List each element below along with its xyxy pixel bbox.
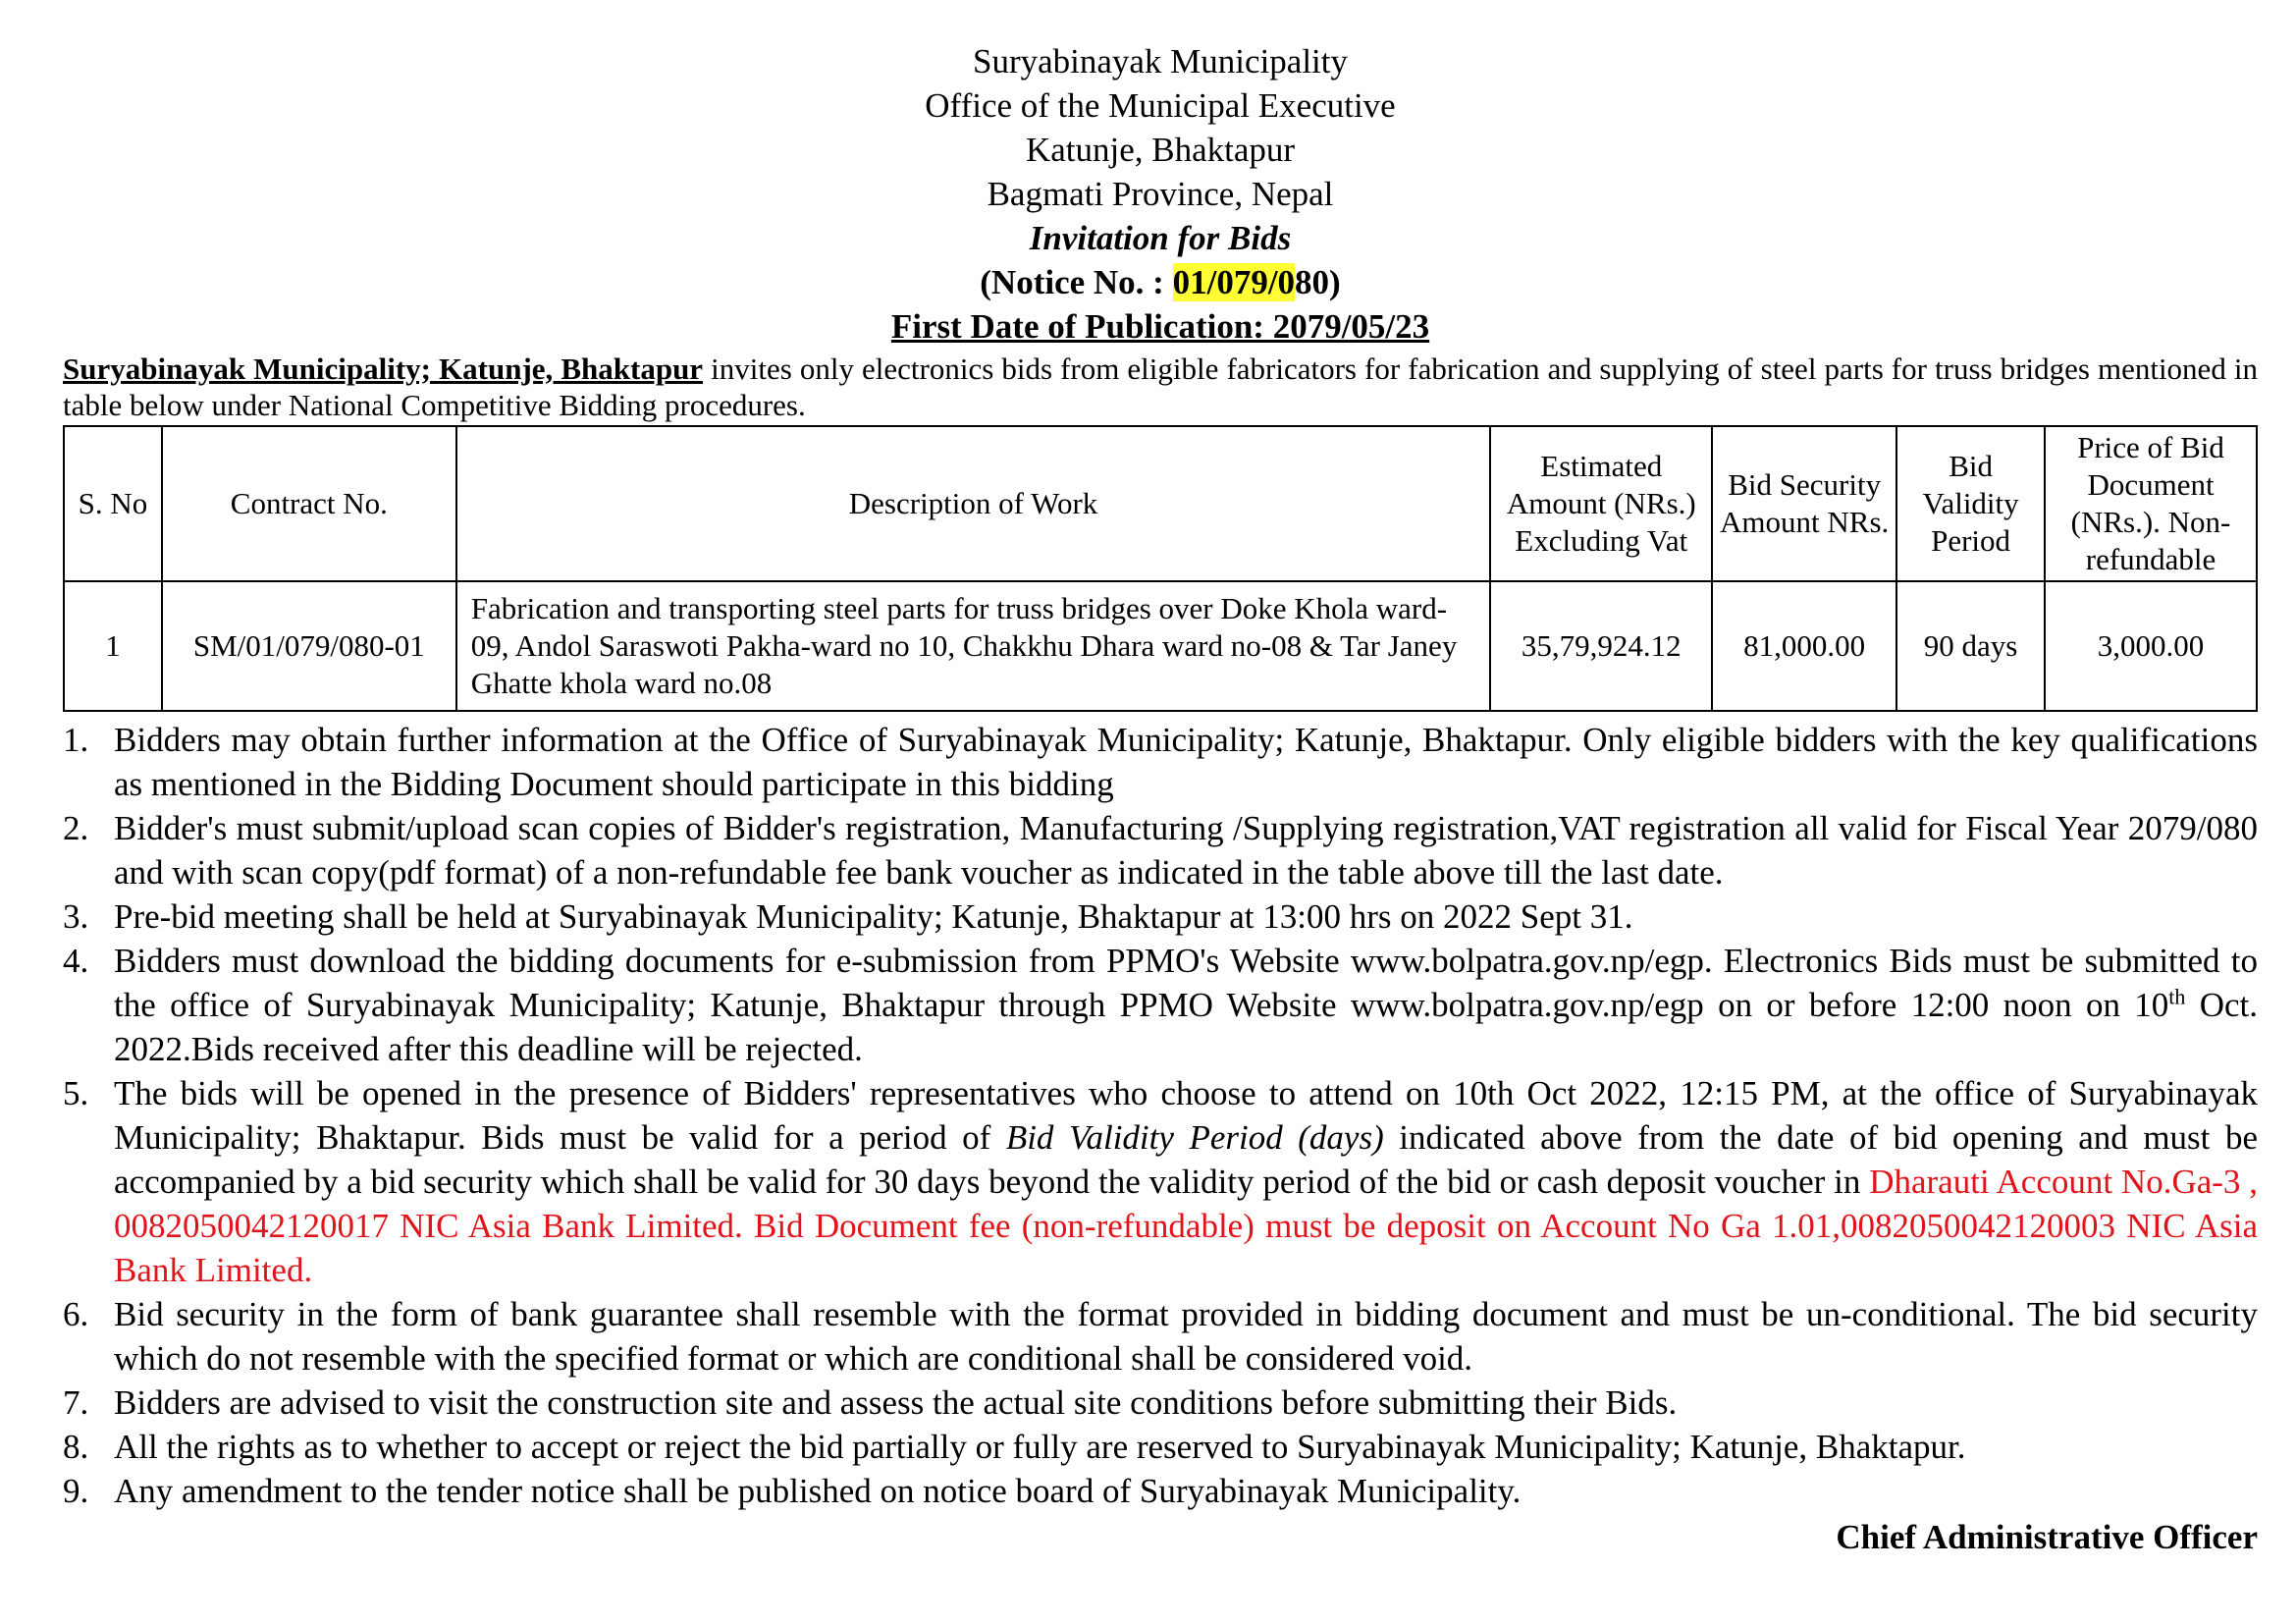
office-name: Office of the Municipal Executive	[925, 86, 1396, 125]
notice-number-highlight: 01/079/0	[1172, 263, 1296, 301]
publication-date: First Date of Publication: 2079/05/23	[890, 307, 1430, 346]
notice-number	[63, 260, 2258, 304]
notice-header	[63, 39, 2258, 349]
bank-account-details: Dharauti Account No.Ga-3 , 0082050042120017 NIC Asia Bank Limited. Bid Document fee (non-refundable) must be deposit on Account No Ga 1.01,0082050042120003 NIC Asia Bank Limited.	[114, 1163, 2258, 1289]
list-item-number: 5.	[63, 1074, 89, 1112]
header-estimated-amount: Estimated Amount (NRs.) Excluding Vat	[1490, 426, 1712, 581]
header-serial-number: S. No	[64, 426, 162, 581]
cell-bid-security: 81,000.00	[1712, 581, 1896, 711]
province-country: Bagmati Province, Nepal	[987, 175, 1334, 213]
municipality-name: Suryabinayak Municipality	[972, 42, 1348, 81]
list-item-number: 2.	[63, 809, 89, 847]
list-item-text: Bid security in the form of bank guarantee shall resemble with the format provided in bidding document and must be un-conditional. The bid security which do not resemble with the specified format or which are conditional shall be considered void.	[114, 1295, 2258, 1378]
list-item	[63, 1292, 2258, 1380]
list-item-number: 1.	[63, 721, 89, 759]
office-location: Katunje, Bhaktapur	[1025, 131, 1296, 169]
list-item-text: Bidders are advised to visit the construction site and assess the actual site conditions before submitting their Bids.	[114, 1383, 1678, 1422]
list-item-text-cont: indicated above from the date of bid opening and must be accompanied by a bid security which shall be valid for 30 days beyond the validity period of the bid or cash deposit voucher in	[114, 1118, 2258, 1201]
list-item-number: 4.	[63, 942, 89, 980]
list-item	[63, 939, 2258, 1071]
cell-serial-number: 1	[64, 581, 162, 711]
notice-title: Invitation for Bids	[1029, 219, 1292, 257]
list-item-text: Bidders may obtain further information at the Office of Suryabinayak Municipality; Katunje, Bhaktapur. Only eligible bidders with the key qualifications as mentioned in the Bidding Document should participate in this bidding	[114, 721, 2258, 803]
bid-validity-italic: Bid Validity Period (days)	[1005, 1118, 1384, 1157]
list-item	[63, 718, 2258, 806]
notice-number-suffix: 80)	[1295, 263, 1341, 301]
header-validity-period: Bid Validity Period	[1896, 426, 2045, 581]
conditions-list	[63, 718, 2258, 1513]
list-item-text: Bidders must download the bidding documents for e-submission from PPMO's Website www.bolpatra.gov.np/egp. Electronics Bids must be submitted to the office of Suryabinayak Municipality; Katunje, Bhaktapur through PPMO Website www.bolpatra.gov.np/egp on or before 12:00 noon on 10	[114, 942, 2258, 1024]
list-item	[63, 1380, 2258, 1425]
superscript-th: th	[2168, 984, 2186, 1009]
header-document-price: Price of Bid Document (NRs.). Non-refundable	[2045, 426, 2257, 581]
header-description: Description of Work	[456, 426, 1491, 581]
table-row	[64, 581, 2257, 711]
cell-validity-period: 90 days	[1896, 581, 2045, 711]
list-item	[63, 1469, 2258, 1513]
cell-estimated-amount: 35,79,924.12	[1490, 581, 1712, 711]
cell-contract-number: SM/01/079/080-01	[162, 581, 456, 711]
list-item-text: The bids will be opened in the presence of Bidders' representatives who choose to attend on 10th Oct 2022, 12:15 PM, at the office of Suryabinayak Municipality; Bhaktapur. Bids must be valid for a period of	[114, 1074, 2258, 1157]
list-item-number: 6.	[63, 1295, 89, 1333]
list-item-text: All the rights as to whether to accept or reject the bid partially or fully are reserved to Suryabinayak Municipality; Katunje, Bhaktapur.	[114, 1428, 1966, 1466]
list-item-text: Any amendment to the tender notice shall be published on notice board of Suryabinayak Municipality.	[114, 1472, 1522, 1510]
signature-block: Chief Administrative Officer	[1836, 1518, 2258, 1556]
list-item-text-cont: Oct. 2022.Bids received after this deadline will be rejected.	[114, 986, 2258, 1068]
list-item-number: 7.	[63, 1383, 89, 1422]
bid-table	[63, 425, 2258, 712]
table-header-row	[64, 426, 2257, 581]
notice-number-prefix: (Notice No. :	[980, 263, 1173, 301]
header-bid-security: Bid Security Amount NRs.	[1712, 426, 1896, 581]
list-item	[63, 806, 2258, 894]
intro-organization: Suryabinayak Municipality; Katunje, Bhaktapur	[63, 352, 704, 386]
list-item-number: 3.	[63, 897, 89, 936]
list-item-text: Bidder's must submit/upload scan copies of Bidder's registration, Manufacturing /Supplying registration,VAT registration all valid for Fiscal Year 2079/080 and with scan copy(pdf format) of a non-refundable fee bank voucher as indicated in the table above till the last date.	[114, 809, 2258, 892]
list-item	[63, 1071, 2258, 1292]
intro-paragraph	[63, 351, 2258, 423]
list-item	[63, 1425, 2258, 1469]
list-item-text: Pre-bid meeting shall be held at Suryabinayak Municipality; Katunje, Bhaktapur at 13:00 hrs on 2022 Sept 31.	[114, 897, 1633, 936]
list-item-number: 9.	[63, 1472, 89, 1510]
list-item-number: 8.	[63, 1428, 89, 1466]
cell-document-price: 3,000.00	[2045, 581, 2257, 711]
intro-text: invites only electronics bids from eligible fabricators for fabrication and supplying of steel parts for truss bridges mentioned in table below under National Competitive Bidding procedures.	[63, 352, 2258, 422]
header-contract-number: Contract No.	[162, 426, 456, 581]
cell-description: Fabrication and transporting steel parts for truss bridges over Doke Khola ward-09, Andol Saraswoti Pakha-ward no 10, Chakkhu Dhara ward no-08 & Tar Janey Ghatte khola ward no.08	[456, 581, 1491, 711]
list-item	[63, 894, 2258, 939]
notice-page	[63, 39, 2258, 1559]
